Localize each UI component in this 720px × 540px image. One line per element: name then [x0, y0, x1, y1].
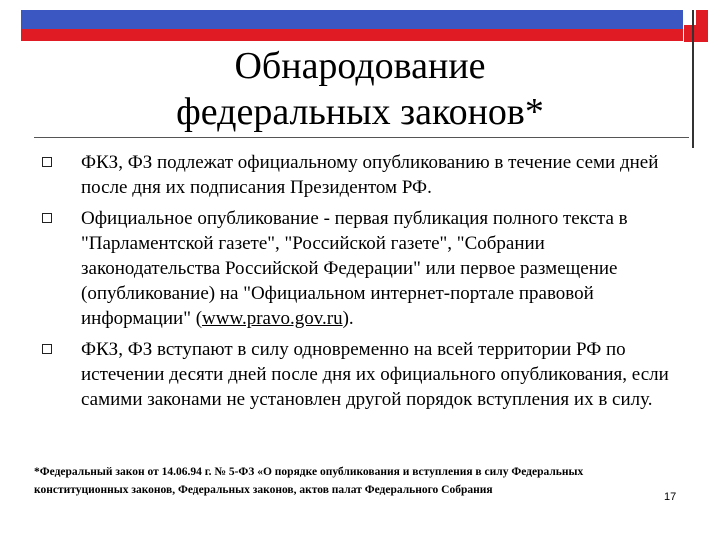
bullet-item-official-publication — [40, 206, 680, 331]
header-blue-bar — [21, 10, 683, 29]
bullet-item-publication-deadline — [40, 150, 680, 200]
square-bullet-icon — [42, 344, 52, 354]
bullet-text-before-link: Официальное опубликование - первая публикация полного текста в "Парламентской газете", "Российской газете", "Собрании законодательства Российской Федерации" или первое размещение (опубликование) на "Официальном интернет-портале правовой информации" ( — [81, 208, 628, 329]
pravo-gov-link[interactable]: www.pravo.gov.ru — [202, 308, 343, 329]
square-bullet-icon — [42, 157, 52, 167]
bullet-item-entry-into-force — [40, 337, 680, 412]
square-bullet-icon — [42, 213, 52, 223]
header-red-bar — [21, 29, 683, 41]
bullet-text-after-link: ). — [342, 308, 354, 329]
slide-title — [120, 43, 600, 135]
slide-title-line-2: федеральных законов* — [176, 91, 544, 133]
slide-title-line-1: Обнародование — [234, 45, 486, 87]
header-corner-notch — [684, 10, 696, 25]
header-vertical-rule — [692, 10, 694, 148]
page-number: 17 — [664, 491, 677, 503]
title-divider — [34, 137, 689, 138]
bullet-text: ФКЗ, ФЗ подлежат официальному опубликованию в течение семи дней после дня их подписания Президентом РФ. — [81, 152, 659, 198]
footnote: *Федеральный закон от 14.06.94 г. № 5-ФЗ «О порядке опубликования и вступления в силу Федеральных конституционных законов, Федеральных законов, актов палат Федерального Собрания — [34, 466, 584, 496]
bullet-list — [40, 150, 680, 418]
bullet-text: ФКЗ, ФЗ вступают в силу одновременно на всей территории РФ по истечении десяти дней после дня их официального опубликования, если самими законами не установлен другой порядок вступления их в силу. — [81, 339, 669, 410]
